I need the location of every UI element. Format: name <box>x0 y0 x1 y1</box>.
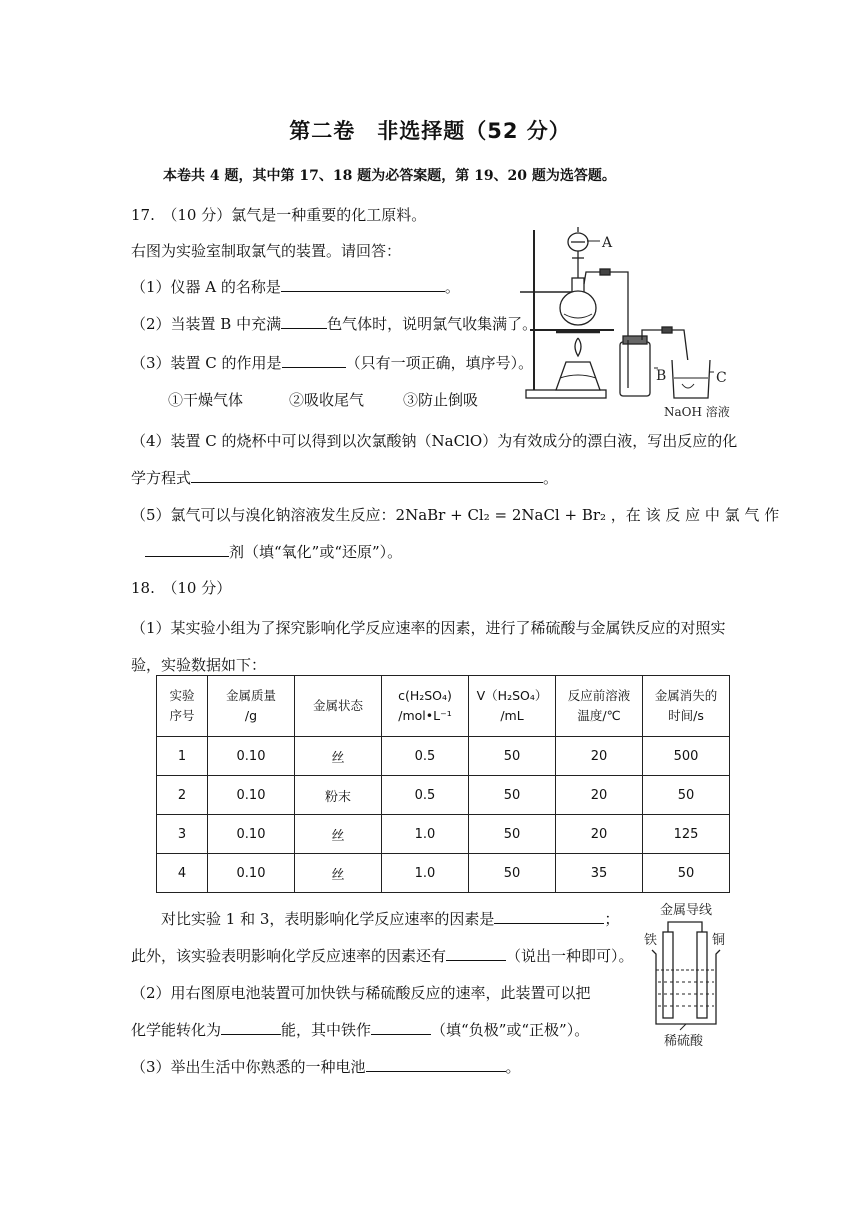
header-cell: 反应前溶液 温度/℃ <box>556 676 643 737</box>
q17-part1-text: （1）仪器 A 的名称是 <box>131 278 281 296</box>
table-row <box>157 854 730 893</box>
galvanic-cell-figure <box>640 898 732 1048</box>
copper-electrode <box>697 932 707 1018</box>
table-cell: 50 <box>469 776 556 815</box>
table-cell: 50 <box>469 737 556 776</box>
q18-part3-end: 。 <box>505 1058 521 1076</box>
q18-part2-line2 <box>131 1019 589 1040</box>
table-cell: 50 <box>643 854 730 893</box>
label-b: B <box>656 368 667 384</box>
q17-part4-line2 <box>131 467 558 488</box>
header-cell: 金属消失的 时间/s <box>643 676 730 737</box>
alcohol-lamp <box>556 362 600 390</box>
table-cell: 丝 <box>295 815 382 854</box>
iron-label: 铁 <box>644 933 658 948</box>
q17-part4-end: 。 <box>543 469 559 487</box>
answer-blank-q18-5[interactable] <box>366 1057 506 1072</box>
table-cell: 丝 <box>295 854 382 893</box>
q17-part1 <box>131 276 460 297</box>
q17-part5-end: 剂（填“氧化”或“还原”）。 <box>229 543 403 561</box>
section-title: 第二卷 非选择题（52 分） <box>289 119 571 143</box>
table-cell: 0.10 <box>208 815 295 854</box>
q18-compare-end: ； <box>604 910 620 928</box>
table-cell: 50 <box>469 854 556 893</box>
table-cell: 3 <box>157 815 208 854</box>
bottle-stopper <box>623 336 647 344</box>
q17-option-1: ①干燥气体 <box>168 391 244 409</box>
q17-part2-end: 色气体时，说明氯气收集满了。 <box>327 315 538 333</box>
metal-wire <box>668 922 702 932</box>
beaker-c <box>672 360 710 398</box>
lamp-flame <box>575 338 581 356</box>
q18-factor-end: （说出一种即可）。 <box>506 947 634 965</box>
table-cell: 125 <box>643 815 730 854</box>
answer-blank-q17-5[interactable] <box>145 542 229 557</box>
q17-option-3: ③防止倒吸 <box>403 391 479 409</box>
table-cell: 0.5 <box>382 776 469 815</box>
table-cell: 1 <box>157 737 208 776</box>
q17-part5: （5）氯气可以与溴化钠溶液发生反应：2NaBr + Cl₂ = 2NaCl + Br₂ ，在 该 反 应 中 氯 气 作 <box>131 506 780 524</box>
iron-electrode <box>663 932 673 1018</box>
q17-part3-end: （只有一项正确，填序号）。 <box>345 354 534 372</box>
round-bottom-flask <box>560 291 596 325</box>
beaker <box>652 950 720 1024</box>
q18-part2: （2）用右图原电池装置可加快铁与稀硫酸反应的速率，此装置可以把 <box>131 984 591 1002</box>
q17-part3 <box>131 352 533 373</box>
q18-part1-line2: 验，实验数据如下： <box>131 656 267 674</box>
q18-part2-mid: 能，其中铁作 <box>281 1021 372 1039</box>
q17-part1-end: 。 <box>444 278 460 296</box>
copper-label: 铜 <box>712 933 726 948</box>
table-cell: 50 <box>643 776 730 815</box>
chlorine-apparatus-figure <box>516 222 746 420</box>
q18-factor-line <box>131 945 634 966</box>
label-c: C <box>716 370 727 386</box>
answer-blank-q17-3[interactable] <box>282 353 346 368</box>
gas-bottle-b <box>620 342 650 396</box>
q18-part3 <box>131 1056 521 1077</box>
table-row <box>157 737 730 776</box>
answer-blank-q18-4[interactable] <box>371 1020 431 1035</box>
table-cell: 1.0 <box>382 815 469 854</box>
q17-part4-label: 学方程式 <box>131 469 192 487</box>
table-cell: 20 <box>556 737 643 776</box>
table-header-row <box>157 676 730 737</box>
label-a: A <box>602 235 613 251</box>
header-cell: 金属质量 /g <box>208 676 295 737</box>
header-cell: V（H₂SO₄） /mL <box>469 676 556 737</box>
q17-part2 <box>131 313 537 334</box>
table-cell: 丝 <box>295 737 382 776</box>
q17-part4: （4）装置 C 的烧杯中可以得到以次氯酸钠（NaClO）为有效成分的漂白液，写出反应的化 <box>131 432 738 450</box>
q18-header: 18. （10 分） <box>131 579 232 597</box>
stand-base <box>526 390 606 398</box>
answer-blank-q18-3[interactable] <box>221 1020 281 1035</box>
naoh-caption: NaOH 溶液 <box>664 405 730 419</box>
q17-part2-text: （2）当装置 B 中充满 <box>131 315 282 333</box>
header-cell: 金属状态 <box>295 676 382 737</box>
answer-blank-q18-1[interactable] <box>494 909 604 924</box>
table-cell: 2 <box>157 776 208 815</box>
q17-part5-line2 <box>145 541 402 562</box>
q18-part2-end: （填“负极”或“正极”）。 <box>431 1021 590 1039</box>
table-cell: 1.0 <box>382 854 469 893</box>
q18-part3-text: （3）举出生活中你熟悉的一种电池 <box>131 1058 366 1076</box>
q18-part1: （1）某实验小组为了探究影响化学反应速率的因素，进行了稀硫酸与金属铁反应的对照实 <box>131 619 726 637</box>
experiment-data-table <box>156 675 730 893</box>
acid-pointer <box>680 1024 686 1030</box>
table-cell: 4 <box>157 854 208 893</box>
table-cell: 500 <box>643 737 730 776</box>
answer-blank-q17-2[interactable] <box>281 314 327 329</box>
header-cell: 实验 序号 <box>157 676 208 737</box>
table-row <box>157 815 730 854</box>
table-cell: 35 <box>556 854 643 893</box>
table-row <box>157 776 730 815</box>
instructions: 本卷共 4 题，其中第 17、18 题为必答案题，第 19、20 题为选答题。 <box>163 168 616 184</box>
q18-compare-text: 对比实验 1 和 3，表明影响化学反应速率的因素是 <box>161 910 495 928</box>
q17-intro: 右图为实验室制取氯气的装置。请回答： <box>131 242 402 260</box>
q18-compare-line <box>161 908 619 929</box>
q18-part2-text: 化学能转化为 <box>131 1021 222 1039</box>
q17-header: 17. （10 分）氯气是一种重要的化工原料。 <box>131 206 427 224</box>
acid-label: 稀硫酸 <box>664 1034 704 1048</box>
rubber-joint-2 <box>662 327 672 333</box>
table-cell: 0.10 <box>208 854 295 893</box>
q18-factor-text: 此外，该实验表明影响化学反应速率的因素还有 <box>131 947 447 965</box>
table-cell: 0.5 <box>382 737 469 776</box>
table-cell: 20 <box>556 815 643 854</box>
table-cell: 50 <box>469 815 556 854</box>
answer-blank-q17-1[interactable] <box>281 277 445 292</box>
table-cell: 0.10 <box>208 737 295 776</box>
header-cell: c(H₂SO₄) /mol•L⁻¹ <box>382 676 469 737</box>
answer-blank-q17-4[interactable] <box>191 468 543 483</box>
rubber-joint <box>600 269 610 275</box>
table-cell: 20 <box>556 776 643 815</box>
answer-blank-q18-2[interactable] <box>446 946 506 961</box>
q17-part3-text: （3）装置 C 的作用是 <box>131 354 282 372</box>
q17-option-2: ②吸收尾气 <box>289 391 365 409</box>
wire-label: 金属导线 <box>660 903 713 918</box>
table-cell: 0.10 <box>208 776 295 815</box>
table-cell: 粉末 <box>295 776 382 815</box>
